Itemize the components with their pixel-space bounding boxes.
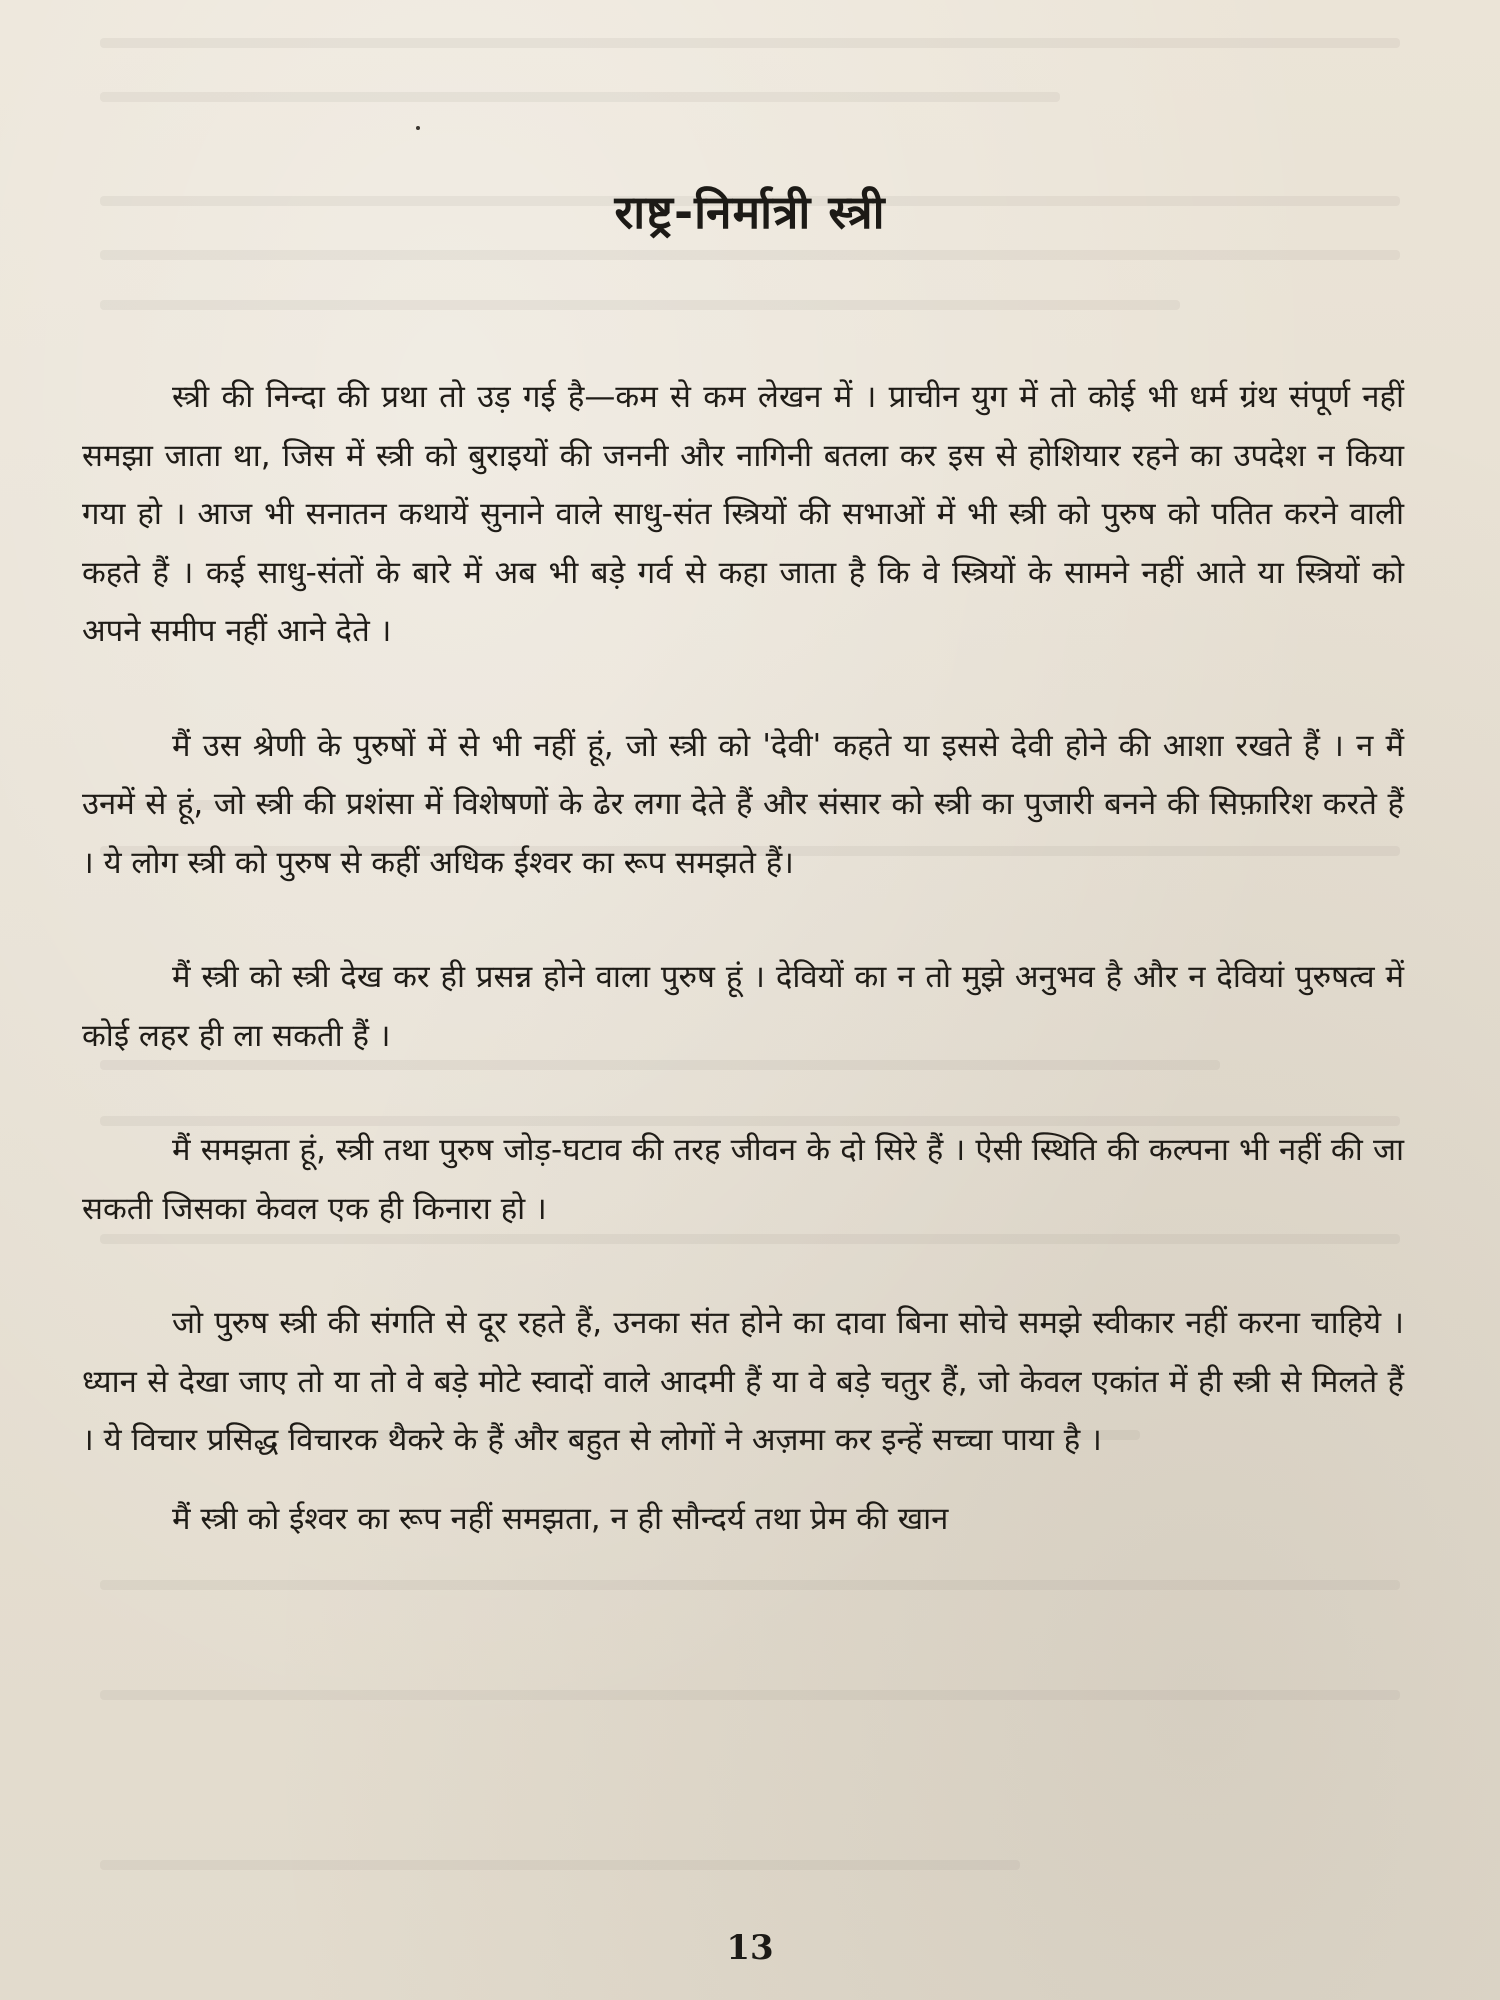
paragraph-2: मैं उस श्रेणी के पुरुषों में से भी नहीं हूं, जो स्त्री को 'देवी' कहते या इससे देवी होने की आशा रखते हैं । न मैं उनमें से हूं, जो स्त्री की प्रशंसा में विशेषणों के ढेर लगा देते हैं और संसार को स्त्री का पुजारी बनने की सिफ़ारिश करते हैं । ये लोग स्त्री को पुरुष से कहीं अधिक ईश्वर का रूप समझते हैं। xyxy=(82,727,1404,881)
paragraph-3: मैं स्त्री को स्त्री देख कर ही प्रसन्न होने वाला पुरुष हूं । देवियों का न तो मुझे अनुभव है और न देवियां पुरुषत्व में कोई लहर ही ला सकती हैं । xyxy=(82,959,1404,1054)
paragraph-1: स्त्री की निन्दा की प्रथा तो उड़ गई है—कम से कम लेखन में । प्राचीन युग में तो कोई भी धर्म ग्रंथ संपूर्ण नहीं समझा जाता था, जिस में स्त्री को बुराइयों की जननी और नागिनी बतला कर इस से होशियार रहने का उपदेश न किया गया हो । आज भी सनातन कथायें सुनाने वाले साधु-संत स्त्रियों की सभाओं में भी स्त्री को पुरुष को पतित करने वाली कहते हैं । कई साधु-संतों के बारे में अब भी बड़े गर्व से कहा जाता है कि वे स्त्रियों के सामने नहीं आते या स्त्रियों को अपने समीप नहीं आने देते । xyxy=(82,379,1404,649)
body-text xyxy=(82,368,1404,1604)
paragraph-6: मैं स्त्री को ईश्वर का रूप नहीं समझता, न ही सौन्दर्य तथा प्रेम की खान xyxy=(172,1500,949,1537)
paragraph-4: मैं समझता हूं, स्त्री तथा पुरुष जोड़-घटाव की तरह जीवन के दो सिरे हैं । ऐसी स्थिति की कल्पना भी नहीं की जा सकती जिसका केवल एक ही किनारा हो । xyxy=(82,1132,1404,1227)
chapter-title: राष्ट्र-निर्मात्री स्त्री xyxy=(614,185,886,239)
paragraph-5: जो पुरुष स्त्री की संगति से दूर रहते हैं, उनका संत होने का दावा बिना सोचे समझे स्वीकार नहीं करना चाहिये । ध्यान से देखा जाए तो या तो वे बड़े मोटे स्वादों वाले आदमी हैं या वे बड़े चतुर हैं, जो केवल एकांत में ही स्त्री से मिलते हैं । ये विचार प्रसिद्ध विचारक थैकरे के हैं और बहुत से लोगों ने अज़मा कर इन्हें सच्चा पाया है । xyxy=(82,1305,1404,1458)
print-speck xyxy=(416,126,420,130)
page-number: 13 xyxy=(726,1928,774,1968)
